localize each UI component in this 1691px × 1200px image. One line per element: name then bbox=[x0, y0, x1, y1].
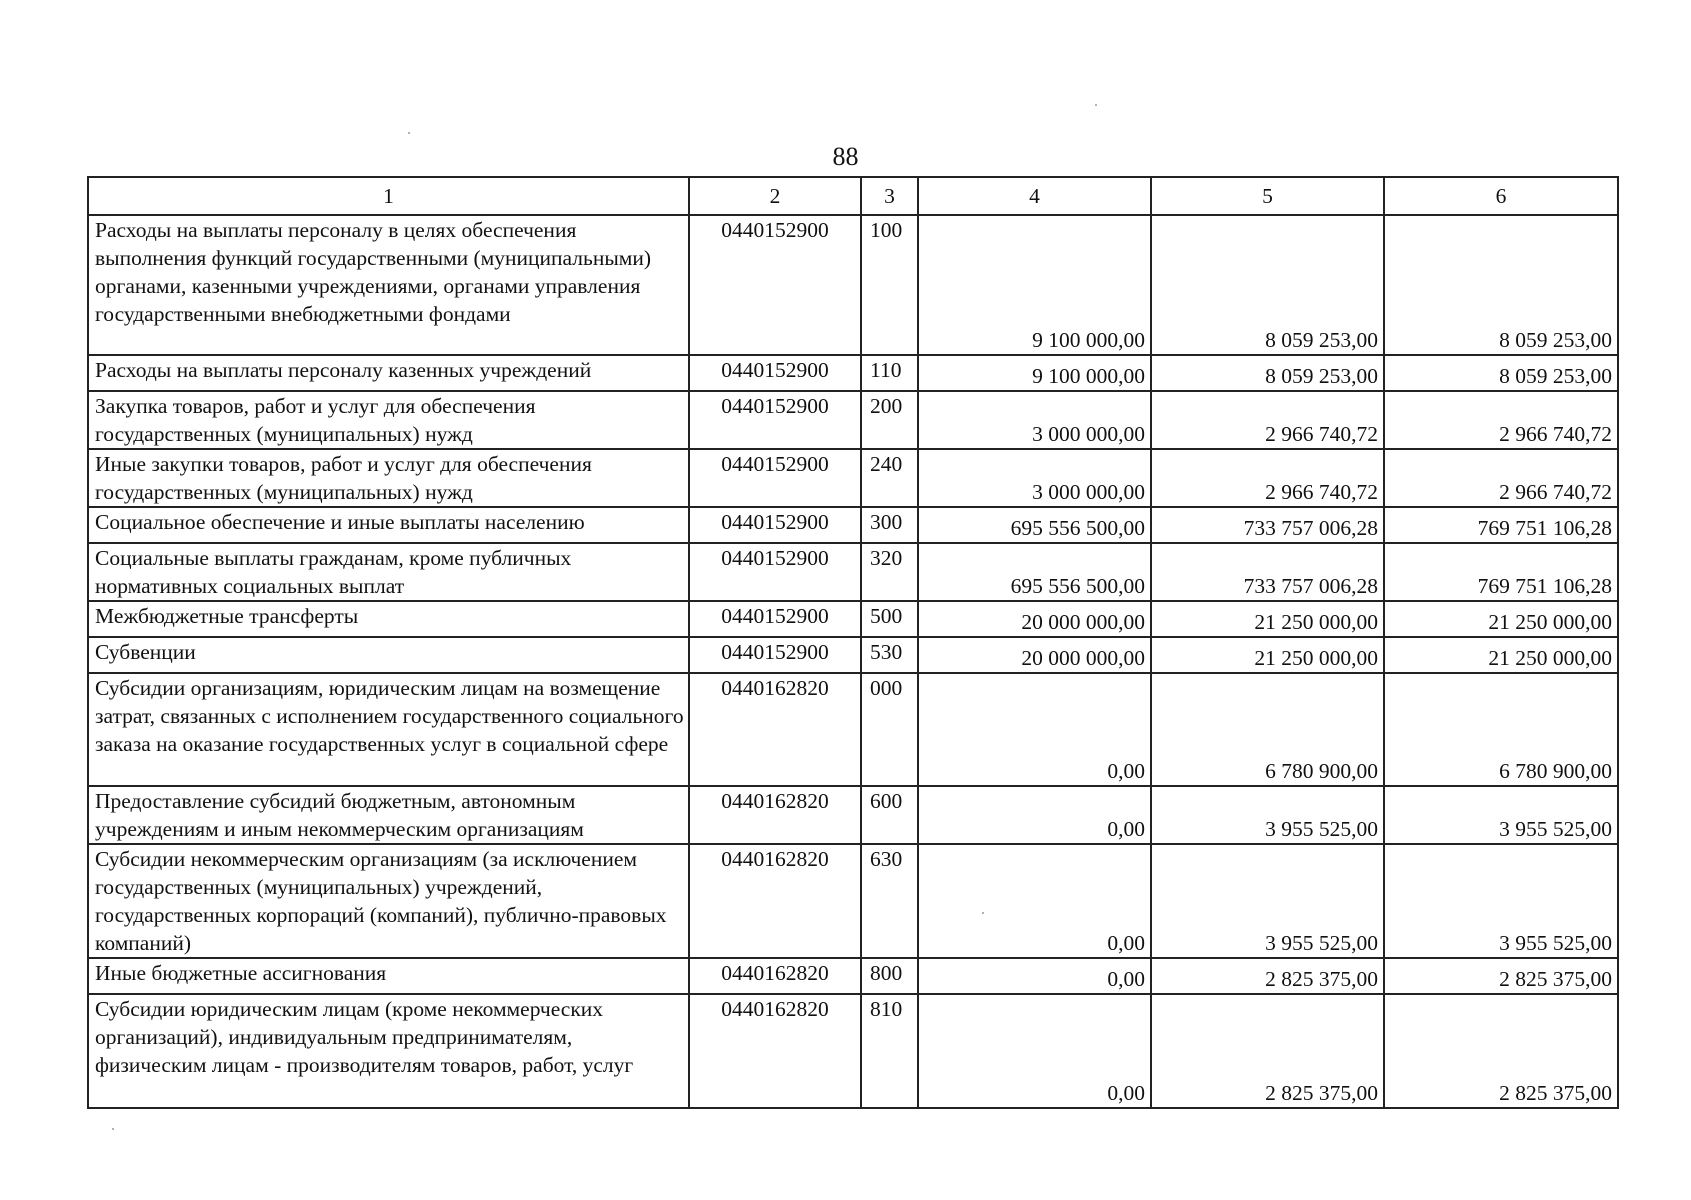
row-description: Расходы на выплаты персоналу в целях обеспечения выполнения функций государственными (муниципальными) органами, казенными учреждениями, органами управления государственными внебюджетными фондами bbox=[88, 215, 689, 355]
row-target-code: 0440162820 bbox=[689, 786, 861, 844]
table-row bbox=[88, 673, 1618, 786]
table-row bbox=[88, 786, 1618, 844]
scan-speck bbox=[112, 1128, 114, 1130]
table-row bbox=[88, 215, 1618, 355]
row-target-code: 0440162820 bbox=[689, 994, 861, 1108]
table-row bbox=[88, 637, 1618, 673]
row-value-col4: 3 000 000,00 bbox=[918, 449, 1151, 507]
column-header: 1 bbox=[88, 177, 689, 215]
row-value-col4: 0,00 bbox=[918, 994, 1151, 1108]
row-value-col4: 695 556 500,00 bbox=[918, 543, 1151, 601]
row-description: Расходы на выплаты персоналу казенных учреждений bbox=[88, 355, 689, 391]
row-value-col5: 21 250 000,00 bbox=[1151, 637, 1384, 673]
row-value-col4: 695 556 500,00 bbox=[918, 507, 1151, 543]
row-target-code: 0440162820 bbox=[689, 844, 861, 958]
row-value-col6: 3 955 525,00 bbox=[1384, 844, 1618, 958]
row-value-col6: 2 825 375,00 bbox=[1384, 994, 1618, 1108]
budget-table bbox=[87, 176, 1619, 1109]
row-value-col6: 2 966 740,72 bbox=[1384, 391, 1618, 449]
row-value-col5: 3 955 525,00 bbox=[1151, 844, 1384, 958]
row-value-col6: 6 780 900,00 bbox=[1384, 673, 1618, 786]
row-value-col5: 733 757 006,28 bbox=[1151, 507, 1384, 543]
row-value-col6: 2 825 375,00 bbox=[1384, 958, 1618, 994]
column-header: 5 bbox=[1151, 177, 1384, 215]
row-expense-group: 100 bbox=[861, 215, 918, 355]
column-header: 2 bbox=[689, 177, 861, 215]
row-expense-group: 530 bbox=[861, 637, 918, 673]
row-expense-group: 200 bbox=[861, 391, 918, 449]
table-row bbox=[88, 355, 1618, 391]
row-expense-group: 630 bbox=[861, 844, 918, 958]
row-value-col6: 8 059 253,00 bbox=[1384, 355, 1618, 391]
row-description: Социальное обеспечение и иные выплаты населению bbox=[88, 507, 689, 543]
row-expense-group: 300 bbox=[861, 507, 918, 543]
row-target-code: 0440152900 bbox=[689, 507, 861, 543]
row-target-code: 0440152900 bbox=[689, 601, 861, 637]
row-value-col5: 6 780 900,00 bbox=[1151, 673, 1384, 786]
row-description: Иные закупки товаров, работ и услуг для обеспечения государственных (муниципальных) нужд bbox=[88, 449, 689, 507]
row-target-code: 0440162820 bbox=[689, 958, 861, 994]
table-row bbox=[88, 543, 1618, 601]
row-value-col4: 0,00 bbox=[918, 844, 1151, 958]
row-value-col4: 0,00 bbox=[918, 673, 1151, 786]
row-value-col4: 3 000 000,00 bbox=[918, 391, 1151, 449]
row-target-code: 0440152900 bbox=[689, 391, 861, 449]
row-description: Субсидии юридическим лицам (кроме некоммерческих организаций), индивидуальным предпринимателям, физическим лицам - производителям товаров, работ, услуг bbox=[88, 994, 689, 1108]
column-header: 4 bbox=[918, 177, 1151, 215]
row-value-col4: 20 000 000,00 bbox=[918, 601, 1151, 637]
page-number: 88 bbox=[832, 142, 859, 171]
row-value-col6: 8 059 253,00 bbox=[1384, 215, 1618, 355]
row-description: Иные бюджетные ассигнования bbox=[88, 958, 689, 994]
row-target-code: 0440152900 bbox=[689, 637, 861, 673]
row-expense-group: 320 bbox=[861, 543, 918, 601]
scan-speck bbox=[982, 912, 984, 914]
table-row bbox=[88, 449, 1618, 507]
row-target-code: 0440162820 bbox=[689, 673, 861, 786]
row-expense-group: 810 bbox=[861, 994, 918, 1108]
table-header-row bbox=[88, 177, 1618, 215]
row-description: Предоставление субсидий бюджетным, автономным учреждениям и иным некоммерческим организациям bbox=[88, 786, 689, 844]
column-header: 3 bbox=[861, 177, 918, 215]
row-expense-group: 500 bbox=[861, 601, 918, 637]
row-value-col5: 2 825 375,00 bbox=[1151, 958, 1384, 994]
row-description: Межбюджетные трансферты bbox=[88, 601, 689, 637]
column-header: 6 bbox=[1384, 177, 1618, 215]
scan-speck bbox=[408, 132, 410, 134]
row-description: Субсидии организациям, юридическим лицам на возмещение затрат, связанных с исполнением государственного социального заказа на оказание государственных услуг в социальной сфере bbox=[88, 673, 689, 786]
row-value-col6: 2 966 740,72 bbox=[1384, 449, 1618, 507]
row-target-code: 0440152900 bbox=[689, 543, 861, 601]
row-value-col4: 9 100 000,00 bbox=[918, 355, 1151, 391]
row-target-code: 0440152900 bbox=[689, 355, 861, 391]
table-row bbox=[88, 994, 1618, 1108]
row-expense-group: 600 bbox=[861, 786, 918, 844]
row-value-col5: 8 059 253,00 bbox=[1151, 215, 1384, 355]
row-value-col4: 9 100 000,00 bbox=[918, 215, 1151, 355]
row-value-col4: 0,00 bbox=[918, 958, 1151, 994]
table-row bbox=[88, 507, 1618, 543]
row-expense-group: 110 bbox=[861, 355, 918, 391]
table-row bbox=[88, 391, 1618, 449]
scan-speck bbox=[1095, 104, 1097, 106]
row-value-col5: 2 966 740,72 bbox=[1151, 449, 1384, 507]
row-value-col6: 3 955 525,00 bbox=[1384, 786, 1618, 844]
row-target-code: 0440152900 bbox=[689, 215, 861, 355]
table-row bbox=[88, 844, 1618, 958]
row-value-col5: 3 955 525,00 bbox=[1151, 786, 1384, 844]
row-value-col6: 769 751 106,28 bbox=[1384, 507, 1618, 543]
table-row bbox=[88, 601, 1618, 637]
row-value-col5: 8 059 253,00 bbox=[1151, 355, 1384, 391]
row-value-col6: 21 250 000,00 bbox=[1384, 637, 1618, 673]
row-value-col6: 769 751 106,28 bbox=[1384, 543, 1618, 601]
table-row bbox=[88, 958, 1618, 994]
row-value-col4: 20 000 000,00 bbox=[918, 637, 1151, 673]
row-expense-group: 000 bbox=[861, 673, 918, 786]
row-description: Закупка товаров, работ и услуг для обеспечения государственных (муниципальных) нужд bbox=[88, 391, 689, 449]
row-value-col5: 2 966 740,72 bbox=[1151, 391, 1384, 449]
row-value-col4: 0,00 bbox=[918, 786, 1151, 844]
row-description: Социальные выплаты гражданам, кроме публичных нормативных социальных выплат bbox=[88, 543, 689, 601]
row-value-col5: 21 250 000,00 bbox=[1151, 601, 1384, 637]
row-value-col6: 21 250 000,00 bbox=[1384, 601, 1618, 637]
row-description: Субсидии некоммерческим организациям (за исключением государственных (муниципальных) учреждений, государственных корпораций (компаний), публично-правовых компаний) bbox=[88, 844, 689, 958]
row-description: Субвенции bbox=[88, 637, 689, 673]
row-expense-group: 240 bbox=[861, 449, 918, 507]
row-value-col5: 733 757 006,28 bbox=[1151, 543, 1384, 601]
row-expense-group: 800 bbox=[861, 958, 918, 994]
row-value-col5: 2 825 375,00 bbox=[1151, 994, 1384, 1108]
row-target-code: 0440152900 bbox=[689, 449, 861, 507]
